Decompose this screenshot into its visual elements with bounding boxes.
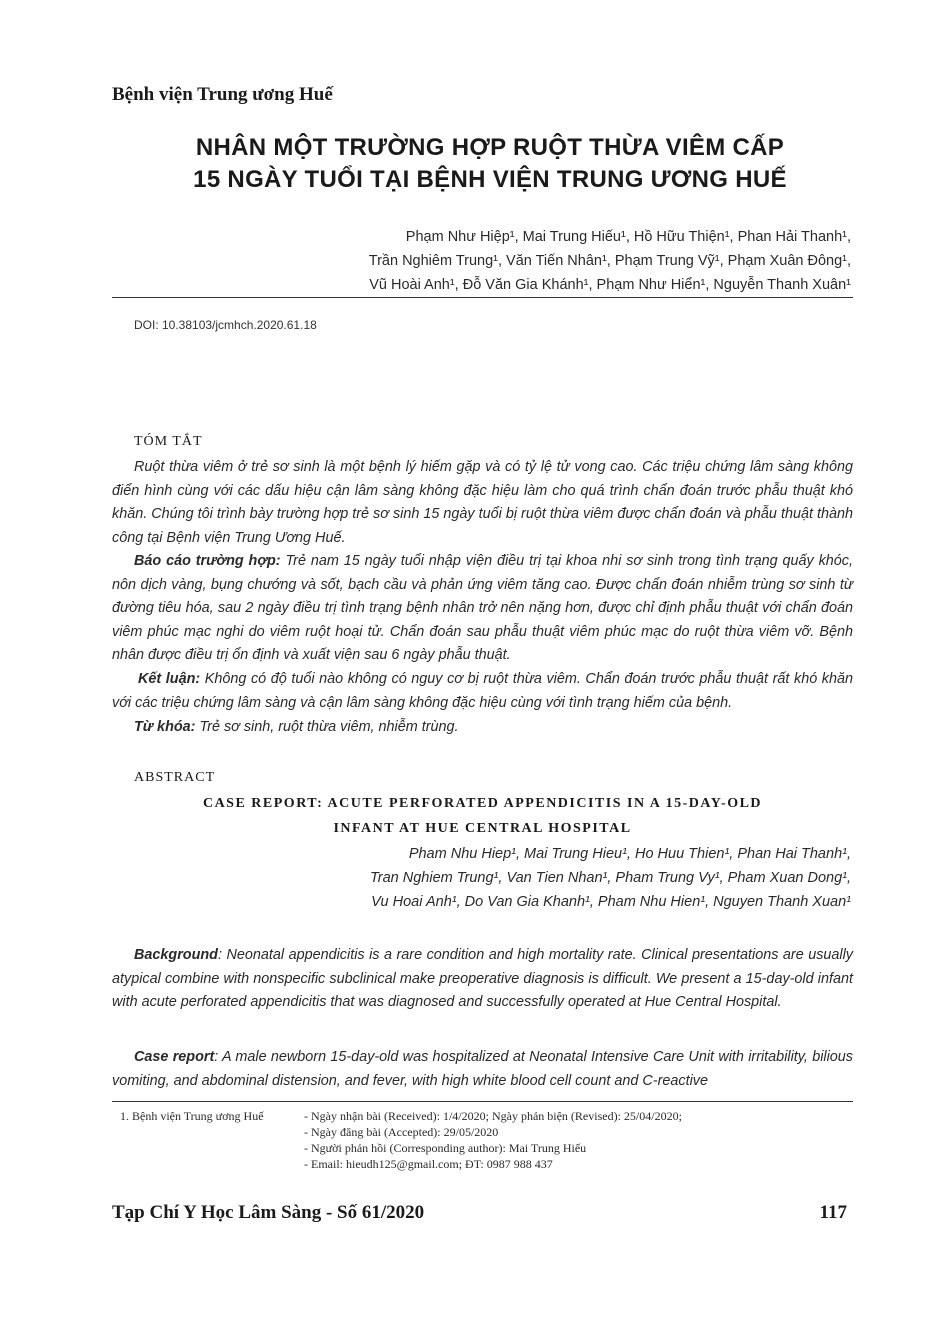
footnote-received: - Ngày nhận bài (Received): 1/4/2020; Ngày phản biện (Revised): 25/04/2020;	[304, 1109, 682, 1123]
abstract-heading: ABSTRACT	[134, 770, 216, 785]
footnote-corresponding: - Người phản hồi (Corresponding author): Mai Trung Hiếu	[304, 1141, 587, 1155]
case-report-text: Trẻ nam 15 ngày tuổi nhập viện điều trị tại khoa nhi sơ sinh trong tình trạng quấy khóc, nôn dịch vàng, bụng chướng và sốt, bạch cầu và phản ứng viêm tăng cao. Được chẩn đoán nhiễm trùng sơ sinh từ đường tiêu hóa, sau 2 ngày điều trị tình trạng bệnh nhân trở nên nặng hơn, được chỉ định phẫu thuật với chẩn đoán viêm phúc mạc nghi do viêm ruột hoại tử. Chẩn đoán sau phẫu thuật viêm phúc mạc do ruột thừa viêm vỡ. Bệnh nhân được điều trị ổn định và xuất viện sau 6 ngày phẫu thuật.	[112, 553, 853, 663]
footnote-details	[304, 1108, 682, 1172]
header-divider	[112, 297, 853, 298]
summary-case-report	[112, 550, 853, 668]
author-line: Trần Nghiêm Trung¹, Văn Tiến Nhân¹, Phạm Trung Vỹ¹, Phạm Xuân Đông¹,	[368, 253, 851, 269]
abstract-title-line-2: INFANT AT HUE CENTRAL HOSPITAL	[333, 821, 632, 836]
article-title-line-1: NHÂN MỘT TRƯỜNG HỢP RUỘT THỪA VIÊM CẤP	[195, 134, 785, 161]
case-report-en-text: : A male newborn 15-day-old was hospitalized at Neonatal Intensive Care Unit with irritability, bilious vomiting, and abdominal distension, and fever, with high white blood cell count and C-reactive	[112, 1049, 853, 1089]
doi: DOI: 10.38103/jcmhch.2020.61.18	[134, 318, 317, 332]
conclusion-text: Không có độ tuổi nào không có nguy cơ bị ruột thừa viêm. Chẩn đoán trước phẫu thuật rất khó khăn với các triệu chứng lâm sàng và cận lâm sàng không đặc hiệu cùng với tình trạng hiếm của bệnh.	[112, 671, 853, 711]
page-number: 117	[819, 1202, 847, 1223]
author-line: Phạm Như Hiệp¹, Mai Trung Hiếu¹, Hồ Hữu Thiện¹, Phan Hải Thanh¹,	[405, 229, 851, 245]
footnote-accepted: - Ngày đăng bài (Accepted): 29/05/2020	[304, 1125, 499, 1139]
summary-conclusion	[112, 668, 853, 715]
conclusion-label: Kết luận:	[138, 671, 201, 687]
keywords-label: Từ khóa:	[134, 719, 196, 735]
footnote-divider	[112, 1101, 853, 1102]
authors-vi	[369, 225, 851, 297]
background-label: Background	[134, 947, 218, 963]
background-text: : Neonatal appendicitis is a rare condition and high mortality rate. Clinical presentations are usually atypical combine with nonspecific subclinical make preoperative diagnosis is difficult. We present a 15-day-old infant with acute perforated appendicitis that was diagnosed and successfully operated at Hue Central Hospital.	[112, 947, 853, 1010]
case-report-en-label: Case report	[134, 1049, 215, 1065]
footnote-affiliation: 1. Bệnh viện Trung ương Huế	[120, 1109, 264, 1123]
keywords-text: Trẻ sơ sinh, ruột thừa viêm, nhiễm trùng.	[195, 719, 459, 735]
summary-keywords	[112, 716, 853, 740]
summary-heading: TÓM TẮT	[134, 434, 203, 449]
article-title-line-2: 15 NGÀY TUỔI TẠI BỆNH VIỆN TRUNG ƯƠNG HUẾ	[193, 166, 787, 193]
abstract-case-report	[112, 1046, 853, 1093]
journal-footer: Tạp Chí Y Học Lâm Sàng - Số 61/2020	[112, 1202, 425, 1223]
abstract-background	[112, 944, 853, 1015]
running-head: Bệnh viện Trung ương Huế	[112, 84, 333, 105]
author-line: Vũ Hoài Anh¹, Đỗ Văn Gia Khánh¹, Phạm Như Hiển¹, Nguyễn Thanh Xuân¹	[369, 277, 851, 293]
case-report-label: Báo cáo trường hợp:	[134, 553, 281, 569]
author-line: Pham Nhu Hiep¹, Mai Trung Hieu¹, Ho Huu Thien¹, Phan Hai Thanh¹,	[408, 846, 851, 862]
footnote-email: - Email: hieudh125@gmail.com; ĐT: 0987 988 437	[304, 1157, 553, 1171]
authors-en	[370, 842, 851, 914]
abstract-title-line-1: CASE REPORT: ACUTE PERFORATED APPENDICITIS IN A 15-DAY-OLD	[202, 796, 763, 811]
summary-intro: Ruột thừa viêm ở trẻ sơ sinh là một bệnh lý hiếm gặp và có tỷ lệ tử vong cao. Các triệu chứng lâm sàng không điển hình cùng với các dấu hiệu cận lâm sàng không đặc hiệu làm cho quá trình chẩn đoán trước phẫu thuật khó khăn. Chúng tôi trình bày trường hợp trẻ sơ sinh 15 ngày tuổi bị ruột thừa viêm được chẩn đoán và phẫu thuật thành công tại Bệnh viện Trung Ương Huế.	[112, 459, 853, 546]
author-line: Tran Nghiem Trung¹, Van Tien Nhan¹, Pham Trung Vy¹, Pham Xuan Dong¹,	[370, 870, 851, 886]
author-line: Vu Hoai Anh¹, Do Van Gia Khanh¹, Pham Nhu Hien¹, Nguyen Thanh Xuan¹	[371, 894, 851, 910]
